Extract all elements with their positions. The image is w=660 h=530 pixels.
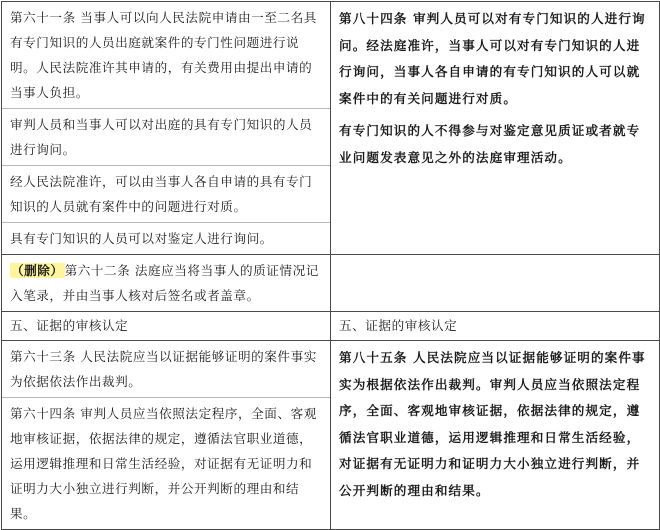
- section-heading-left: 五、证据的审核认定: [10, 318, 129, 333]
- old-provision-cell: [2, 2, 331, 255]
- article-62-text: 第六十二条 法庭应当将当事人的质证情况记入笔录，并由当事人核对后签名或者盖章。: [10, 263, 319, 303]
- empty-cell: [331, 255, 660, 312]
- table-row: [2, 341, 660, 530]
- article-61-para-2: 审判人员和当事人可以对出庭的具有专门知识的人员进行询问。: [2, 108, 330, 165]
- article-85-para: 第八十五条 人民法院应当以证据能够证明的案件事实为根据依法作出裁判。审判人员应当依照法定程序，全面、客观地审核证据，依据法律的规定，遵循法官职业道德，运用逻辑推理和日常生活经验，对证据有无证明力和证明力大小独立进行判断，并公开判断的理由和结果。: [339, 350, 646, 498]
- article-84-para-2: 有专门知识的人不得参与对鉴定意见质证或者就专业问题发表意见之外的法庭审理活动。: [339, 123, 641, 165]
- section-heading-cell-left: [2, 312, 331, 341]
- old-provision-cell: [2, 341, 331, 530]
- article-64-para: 第六十四条 审判人员应当依照法定程序，全面、客观地审核证据，依据法律的规定，遵循法官职业道德，运用逻辑推理和日常生活经验，对证据有无证明力和证明力大小独立进行判断，并公开判断的理由和结果。: [2, 397, 330, 529]
- section-heading-right: 五、证据的审核认定: [339, 318, 458, 333]
- article-61-para-1: 第六十一条 当事人可以向人民法院申请由一至二名具有专门知识的人员出庭就案件的专门性问题进行说明。人民法院准许其申请的，有关费用由提出申请的当事人负担。: [10, 10, 317, 100]
- deleted-provision-cell: [2, 255, 331, 312]
- new-provision-cell: [331, 341, 660, 530]
- table-row: [2, 2, 660, 255]
- article-63-para: 第六十三条 人民法院应当以证据能够证明的案件事实为依据依法作出裁判。: [10, 349, 317, 389]
- table-row: [2, 255, 660, 312]
- deleted-tag: （删除）: [11, 263, 64, 278]
- table-row: [2, 312, 660, 341]
- comparison-table: [1, 1, 660, 530]
- article-84-para-1: 第八十四条 审判人员可以对有专门知识的人进行询问。经法庭准许，当事人可以对有专门知识的人进行询问，当事人各自申请的有专门知识的人可以就案件中的有关问题进行对质。: [339, 11, 646, 106]
- article-62-para: [2, 255, 330, 311]
- article-61-para-3: 经人民法院准许，可以由当事人各自申请的具有专门知识的人员就有案件中的问题进行对质。: [2, 165, 330, 222]
- section-heading-cell-right: [331, 312, 660, 341]
- empty-cell-text: [331, 255, 659, 261]
- new-provision-cell: [331, 2, 660, 255]
- article-61-para-4: 具有专门知识的人员可以对鉴定人进行询问。: [2, 222, 330, 254]
